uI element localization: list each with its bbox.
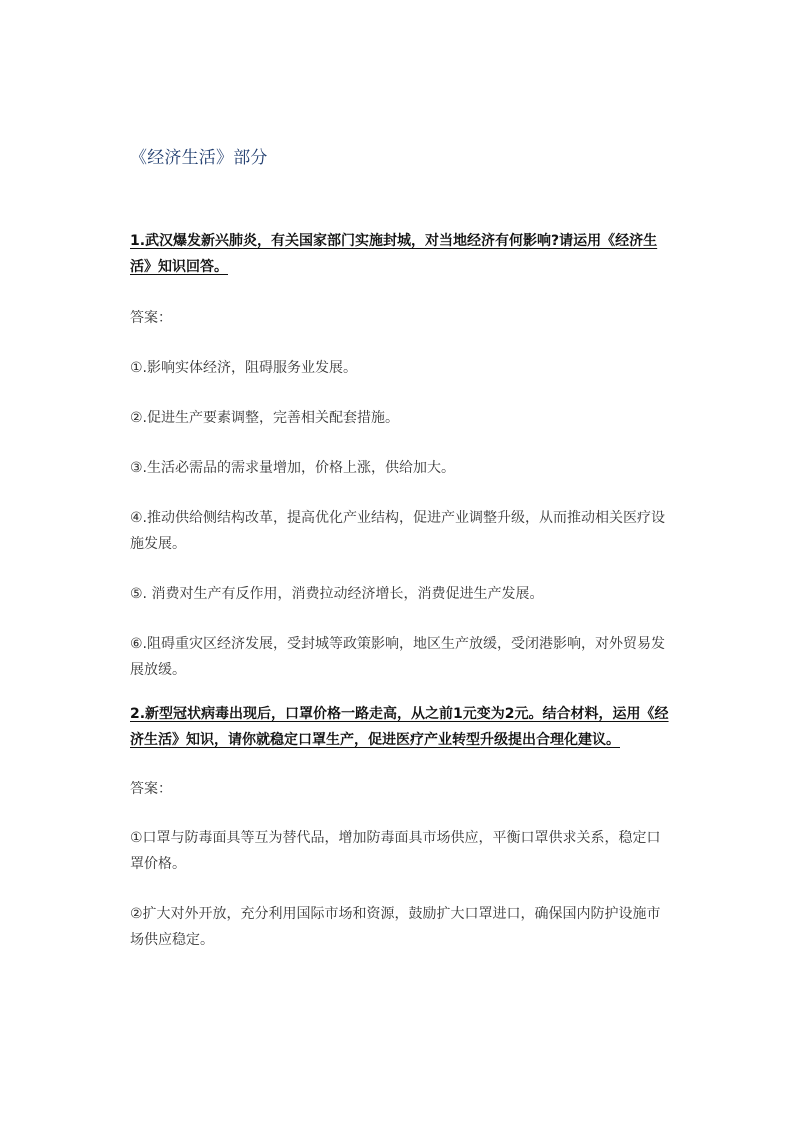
answer-1-item-5: ⑤. 消费对生产有反作用，消费拉动经济增长，消费促进生产发展。: [130, 586, 544, 602]
answer-label-2: 答案：: [130, 781, 172, 797]
answer-2-item-1: ①口罩与防毒面具等互为替代品，增加防毒面具市场供应，平衡口罩供求关系，稳定口罩价格。: [130, 830, 661, 872]
question-1: 1.武汉爆发新兴肺炎，有关国家部门实施封城，对当地经济有何影响?请运用《经济生活》知识回答。: [130, 233, 658, 275]
question-2: 2.新型冠状病毒出现后，口罩价格一路走高，从之前1元变为2元。结合材料，运用《经济生活》知识，请你就稳定口罩生产，促进医疗产业转型升级提出合理化建议。: [130, 706, 669, 748]
answer-1-item-6: ⑥.阻碍重灾区经济发展，受封城等政策影响，地区生产放缓，受闭港影响，对外贸易发展放缓。: [130, 636, 665, 678]
answer-1-item-2: ②.促进生产要素调整，完善相关配套措施。: [130, 410, 399, 426]
answer-1-item-4: ④.推动供给侧结构改革，提高优化产业结构，促进产业调整升级，从而推动相关医疗设施发展。: [130, 510, 665, 552]
answer-2-item-2: ②扩大对外开放，充分利用国际市场和资源，鼓励扩大口罩进口，确保国内防护设施市场供应稳定。: [130, 906, 661, 948]
section-title: 《经济生活》部分: [130, 148, 268, 168]
answer-1-item-3: ③.生活必需品的需求量增加，价格上涨，供给加大。: [130, 460, 455, 476]
answer-label-1: 答案：: [130, 310, 172, 326]
document-content: [130, 228, 670, 953]
answer-1-item-1: ①.影响实体经济，阻碍服务业发展。: [130, 360, 358, 376]
